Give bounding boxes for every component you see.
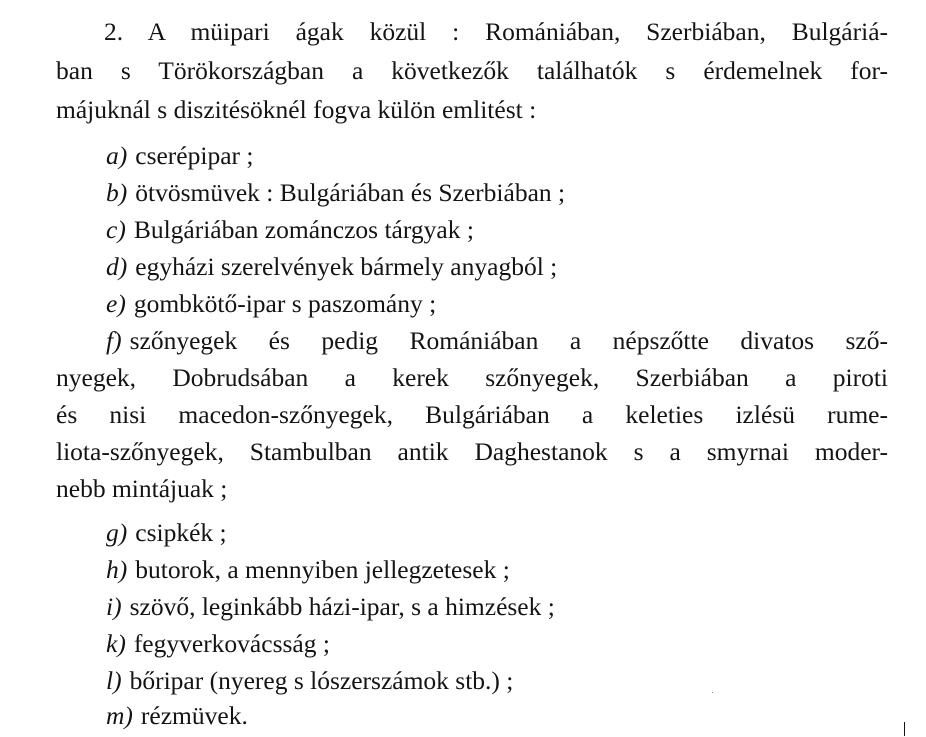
list-item-text: cserépipar ;	[135, 141, 254, 170]
list-marker: d)	[106, 252, 128, 281]
list-item-text: butorok, a mennyiben jellegzetesek ;	[135, 555, 510, 584]
item-f-continuation-4: nebb mintájuak ;	[56, 474, 228, 503]
list-marker: m)	[106, 701, 133, 730]
item-f-continuation-2: és nisi macedon-szőnyegek, Bulgáriában a keleties izlésü rume-	[56, 400, 888, 429]
list-item-text: csipkék ;	[135, 518, 227, 547]
list-item-k	[106, 626, 330, 662]
list-item-c	[106, 212, 474, 248]
list-item-text: ötvösmüvek : Bulgáriában és Szerbiában ;	[135, 178, 566, 207]
list-item-text: Bulgáriában zománczos tárgyak ;	[133, 215, 474, 244]
list-marker: i)	[106, 592, 122, 621]
item-f-continuation-3: liota-szőnyegek, Stambulban antik Daghestanok s a smyrnai moder-	[56, 437, 888, 466]
list-item-text: bőripar (nyereg s lószerszámok stb.) ;	[129, 666, 514, 695]
list-item-text: szőnyegek és pedig Romániában a népszőtte divatos sző-	[129, 326, 888, 355]
list-item-g	[106, 515, 227, 551]
list-item-text: szövő, leginkább házi-ipar, s a himzések ;	[129, 592, 555, 621]
list-item-e	[106, 286, 436, 322]
list-item-text: fegyverkovácsság ;	[133, 629, 330, 658]
list-item-m	[106, 698, 248, 734]
list-item-text: rézmüvek.	[140, 701, 248, 730]
list-item-l	[106, 663, 513, 699]
list-marker: f)	[106, 326, 122, 355]
list-item-a	[106, 138, 253, 174]
list-item-h	[106, 552, 510, 588]
list-item-text: gombkötő-ipar s paszomány ;	[133, 289, 437, 318]
list-marker: g)	[106, 518, 128, 547]
intro-line-3: májuknál s diszitésöknél fogva külön emlitést :	[56, 95, 537, 124]
document-page	[56, 0, 888, 737]
intro-line-1: 2. A müipari ágak közül : Romániában, Szerbiában, Bulgáriá-	[104, 17, 888, 46]
list-marker: e)	[106, 289, 126, 318]
list-marker: c)	[106, 215, 126, 244]
list-item-d	[106, 249, 557, 285]
list-item-f	[106, 323, 888, 359]
list-marker: a)	[106, 141, 128, 170]
list-marker: k)	[106, 629, 126, 658]
intro-line-2: ban s Törökországban a következők találhatók s érdemelnek for-	[56, 56, 888, 85]
item-f-continuation-1: nyegek, Dobrudsában a kerek szőnyegek, Szerbiában a piroti	[56, 363, 888, 392]
list-item-text: egyházi szerelvények bármely anyagból ;	[135, 252, 558, 281]
list-item-i	[106, 589, 555, 625]
list-item-b	[106, 175, 565, 211]
scan-speck	[712, 692, 713, 693]
list-marker: b)	[106, 178, 128, 207]
list-marker: l)	[106, 666, 122, 695]
list-marker: h)	[106, 555, 128, 584]
scan-edge-mark	[904, 722, 905, 736]
